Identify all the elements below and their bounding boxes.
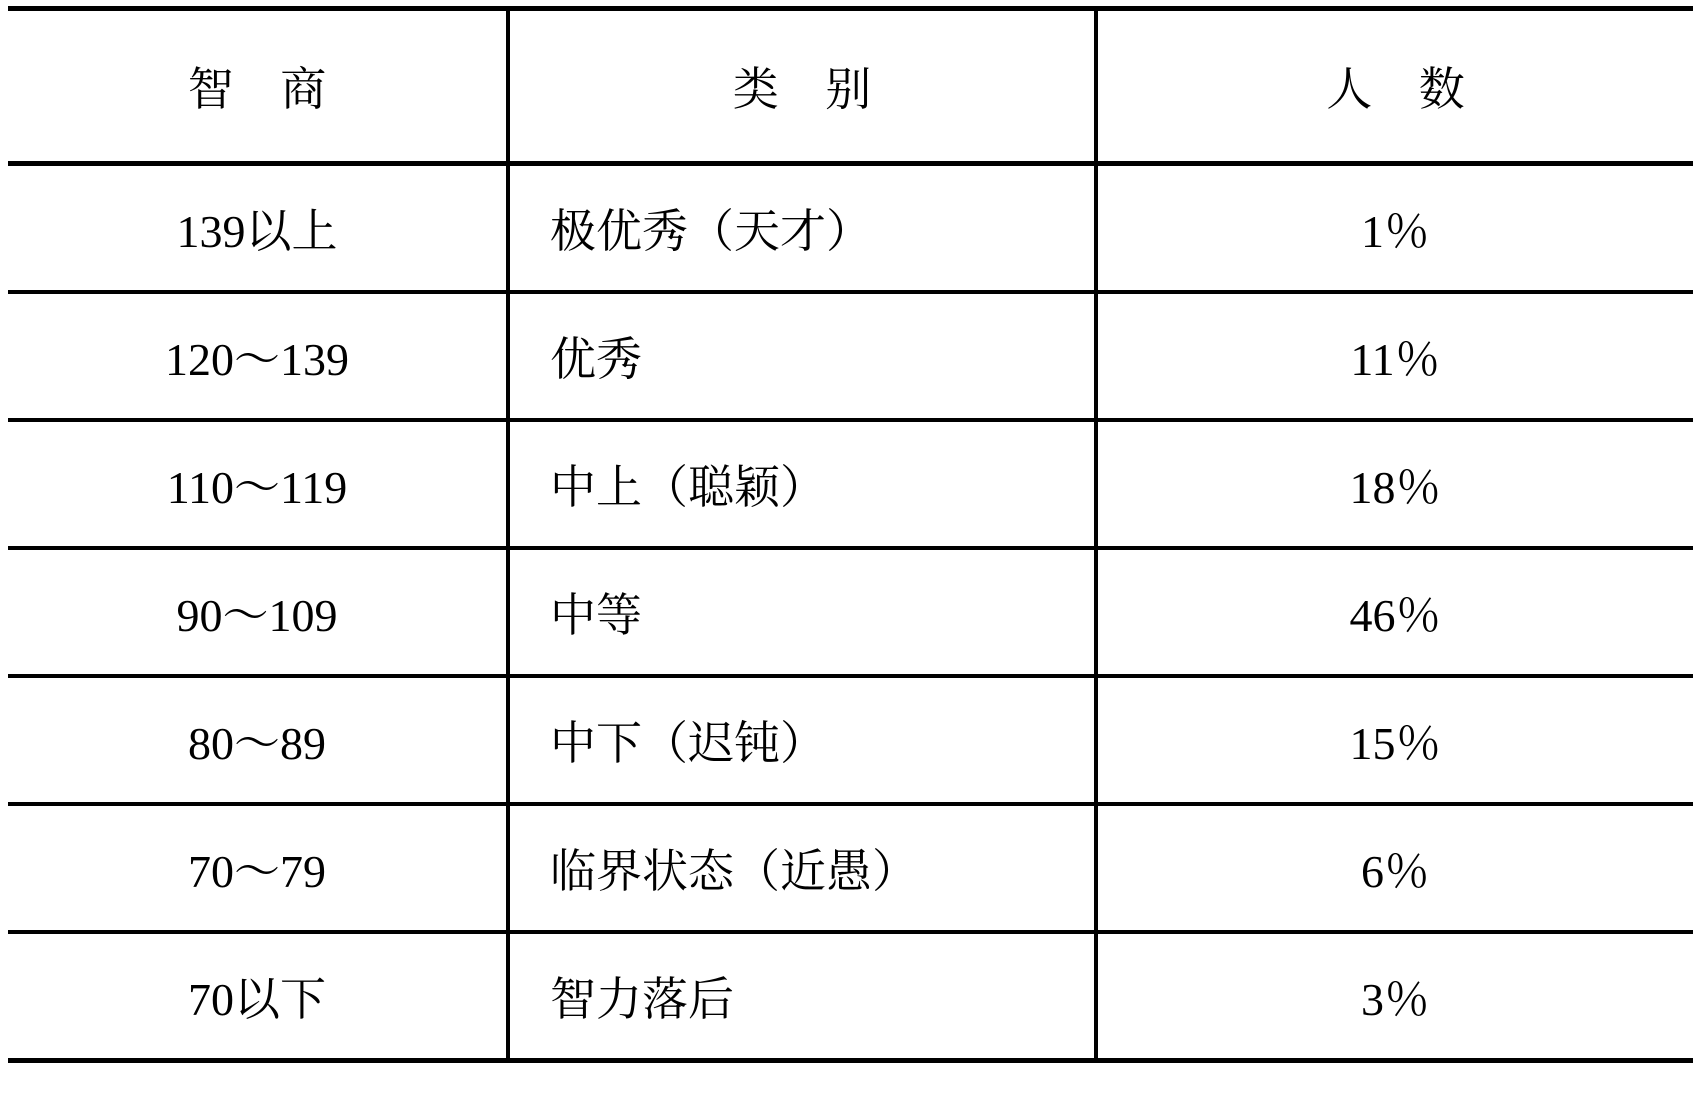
cell-count: 18％ xyxy=(1096,420,1693,548)
cell-count: 11％ xyxy=(1096,292,1693,420)
cell-category: 临界状态（近愚） xyxy=(508,804,1096,932)
column-header-count xyxy=(1096,9,1693,164)
cell-count: 46％ xyxy=(1096,548,1693,676)
table-header-row xyxy=(8,9,1693,164)
cell-category: 优秀 xyxy=(508,292,1096,420)
cell-iq: 90～109 xyxy=(8,548,508,676)
table-row xyxy=(8,292,1693,420)
cell-category: 中下（迟钝） xyxy=(508,676,1096,804)
document-page xyxy=(0,6,1701,1114)
column-header-category xyxy=(508,9,1096,164)
cell-category: 智力落后 xyxy=(508,932,1096,1061)
table-row xyxy=(8,164,1693,293)
cell-count: 15％ xyxy=(1096,676,1693,804)
cell-iq: 120～139 xyxy=(8,292,508,420)
cell-category: 中上（聪颖） xyxy=(508,420,1096,548)
cell-count: 3％ xyxy=(1096,932,1693,1061)
table-row xyxy=(8,548,1693,676)
cell-count: 1％ xyxy=(1096,164,1693,293)
column-header-iq-label: 智 商 xyxy=(187,64,344,115)
iq-distribution-table xyxy=(8,6,1693,1063)
cell-iq: 110～119 xyxy=(8,420,508,548)
column-header-iq xyxy=(8,9,508,164)
table-row xyxy=(8,676,1693,804)
cell-iq: 70～79 xyxy=(8,804,508,932)
cell-iq: 70以下 xyxy=(8,932,508,1061)
cell-category: 中等 xyxy=(508,548,1096,676)
cell-count: 6％ xyxy=(1096,804,1693,932)
column-header-count-label: 人 数 xyxy=(1326,64,1483,115)
table-row xyxy=(8,932,1693,1061)
table-row xyxy=(8,420,1693,548)
cell-category: 极优秀（天才） xyxy=(508,164,1096,293)
table-row xyxy=(8,804,1693,932)
column-header-category-label: 类 别 xyxy=(732,64,889,115)
cell-iq: 80～89 xyxy=(8,676,508,804)
cell-iq: 139以上 xyxy=(8,164,508,293)
